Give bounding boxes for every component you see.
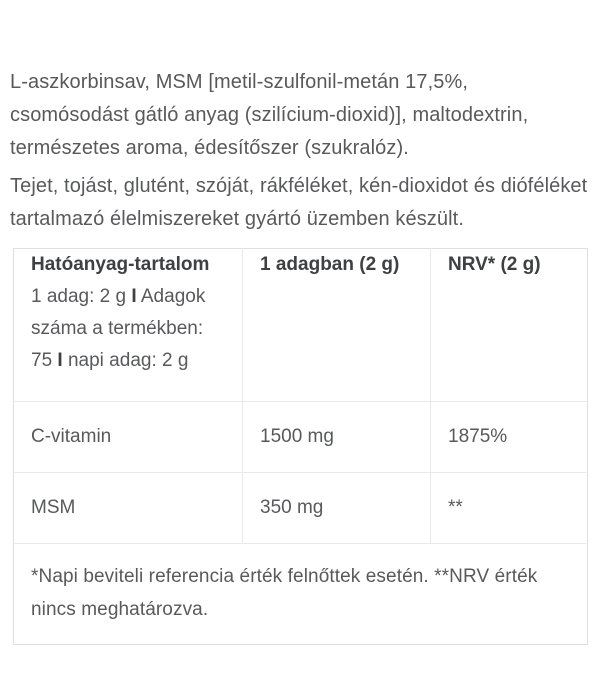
allergen-warning-paragraph: Tejet, tojást, glutént, szóját, rákféléket, kén-dioxidot és dióféléket tartalmazó élelmiszereket gyártó üzemben készült.: [10, 175, 588, 230]
header-separator-1: I: [131, 286, 137, 307]
ingredients-paragraph: L-aszkorbinsav, MSM [metil-szulfonil-metán 17,5%, csomósodást gátló anyag (szilícium-dioxid)], maltodextrin, természetes aroma, édesítőszer (szukralóz).: [10, 71, 529, 159]
table-row: [14, 402, 588, 473]
nutrient-nrv-cell: 1875%: [431, 402, 588, 473]
header-cell-nrv: [431, 249, 588, 402]
header-serving-size: 1 adag: 2 g: [31, 286, 132, 307]
nutrient-amount-cell: 350 mg: [243, 473, 431, 544]
header-cell-active-ingredients: [14, 249, 243, 402]
header-active-ingredients-title: Hatóanyag-tartalom: [31, 254, 210, 275]
header-separator-2: I: [57, 350, 63, 371]
table-footnote-row: [14, 544, 588, 645]
nutrition-facts-table: [13, 248, 588, 645]
table-row: [14, 473, 588, 544]
nutrient-name-cell: MSM: [14, 473, 243, 544]
header-servings-count: Adagok száma a termékben: 75: [31, 286, 206, 371]
header-nrv-label: NRV* (2 g): [448, 254, 541, 275]
header-per-serving-label: 1 adagban (2 g): [260, 254, 400, 275]
table-header-row: [14, 249, 588, 402]
nutrient-nrv-cell: **: [431, 473, 588, 544]
footnote-cell: *Napi beviteli referencia érték felnőttek esetén. **NRV érték nincs meghatározva.: [14, 544, 588, 645]
nutrient-amount-cell: 1500 mg: [243, 402, 431, 473]
header-cell-per-serving: [243, 249, 431, 402]
nutrient-name-cell: C-vitamin: [14, 402, 243, 473]
header-daily-dose: napi adag: 2 g: [62, 350, 189, 371]
